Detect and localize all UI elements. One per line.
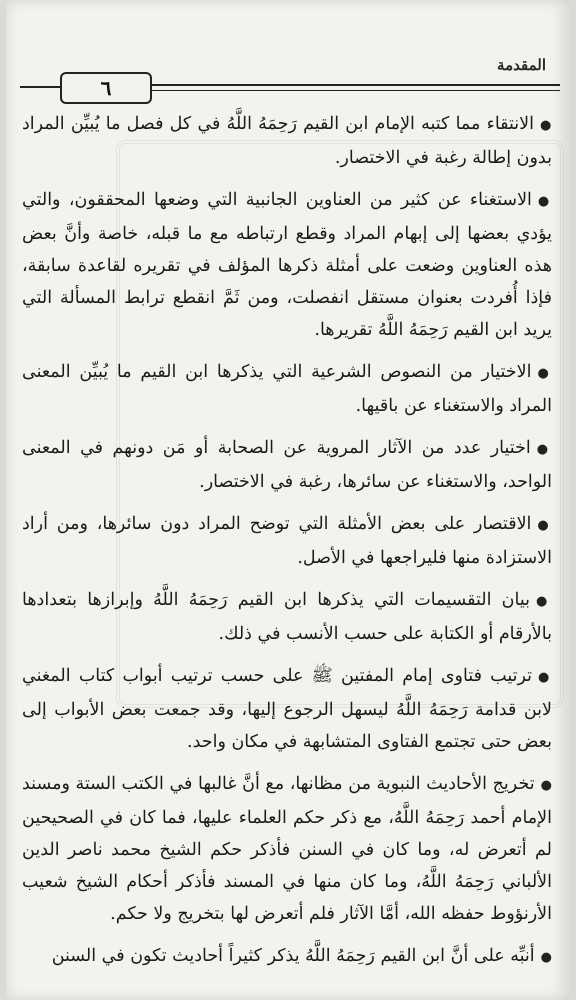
bullet-icon: ● xyxy=(540,950,552,965)
book-page xyxy=(6,0,570,1000)
list-item: ●بيان التقسيمات التي يذكرها ابن القيم رَحِمَهُ اللَّهُ وإبرازها بتعدادها بالأرقام أو الكتابة على حسب الأنسب في ذلك. xyxy=(22,590,552,644)
bullet-icon: ● xyxy=(536,442,553,457)
list-item: ●الاختيار من النصوص الشرعية التي يذكرها ابن القيم ما يُبيِّن المعنى المراد والاستغناء عن باقيها. xyxy=(22,362,552,416)
bullet-icon: ● xyxy=(537,518,553,533)
bullet-icon: ● xyxy=(537,366,552,381)
bullet-icon: ● xyxy=(538,670,552,685)
bullet-icon: ● xyxy=(536,594,552,609)
body-text xyxy=(22,108,552,984)
list-item: ●الاستغناء عن كثير من العناوين الجانبية التي وضعها المحققون، والتي يؤدي بعضها إلى إبهام المراد وقطع ارتباطه مع ما قبله، خاصة وأنَّ بعض هذه العناوين وضعت على أمثلة ذكرها المؤلف في تقريره لقاعدة سابقة، فإذا أُفردت بعنوان مستقل انفصلت، ومن ثَمَّ انقطع ترابط المسألة التي يريد ابن القيم رَحِمَهُ اللَّهُ تقريرها. xyxy=(22,190,553,340)
page-number: ٦ xyxy=(60,72,152,104)
list-item: ●الانتقاء مما كتبه الإمام ابن القيم رَحِمَهُ اللَّهُ في كل فصل ما يُبيِّن المراد بدون إطالة رغبة في الاختصار. xyxy=(22,114,552,168)
list-item: ●اختيار عدد من الآثار المروية عن الصحابة أو مَن دونهم في المعنى الواحد، والاستغناء عن سائرها، رغبة في الاختصار. xyxy=(22,438,553,492)
header-rule-left xyxy=(20,86,60,88)
header-rule xyxy=(150,84,560,86)
list-item: ●أنبِّه على أنَّ ابن القيم رَحِمَهُ اللَّهُ يذكر كثيراً أحاديث تكون في السنن xyxy=(51,946,552,966)
page-header xyxy=(20,54,560,104)
list-item: ●تخريج الأحاديث النبوية من مظانها، مع أنَّ غالبها في الكتب الستة ومسند الإمام أحمد رَحِمَهُ اللَّهُ، مع ذكر حكم العلماء عليها، فما كان في الصحيحين لم أتعرض له، وما كان في السنن فأذكر حكم الشيخ محمد ناصر الدين الألباني رَحِمَهُ اللَّهُ، وما كان منها في المسند فأذكر أحكام الشيخ شعيب الأرنؤوط حفظه الله، أمَّا الآثار فلم أتعرض لها بتخريج ولا حكم. xyxy=(22,774,552,924)
header-rule-thin xyxy=(150,90,560,91)
list-item: ●ترتيب فتاوى إمام المفتين ﷺ على حسب ترتيب أبواب كتاب المغني لابن قدامة رَحِمَهُ اللَّهُ ليسهل الرجوع إليها، وقد جمعت بعض الأبواب إلى بعض حتى تجتمع الفتاوى المتشابهة في مكان واحد. xyxy=(22,666,552,752)
running-title: المقدمة xyxy=(497,56,546,74)
bullet-icon: ● xyxy=(540,118,552,133)
list-item: ●الاقتصار على بعض الأمثلة التي توضح المراد دون سائرها، ومن أراد الاستزادة منها فليراجعها في الأصل. xyxy=(22,514,553,568)
bullet-icon: ● xyxy=(540,778,552,793)
bullet-icon: ● xyxy=(537,194,553,209)
